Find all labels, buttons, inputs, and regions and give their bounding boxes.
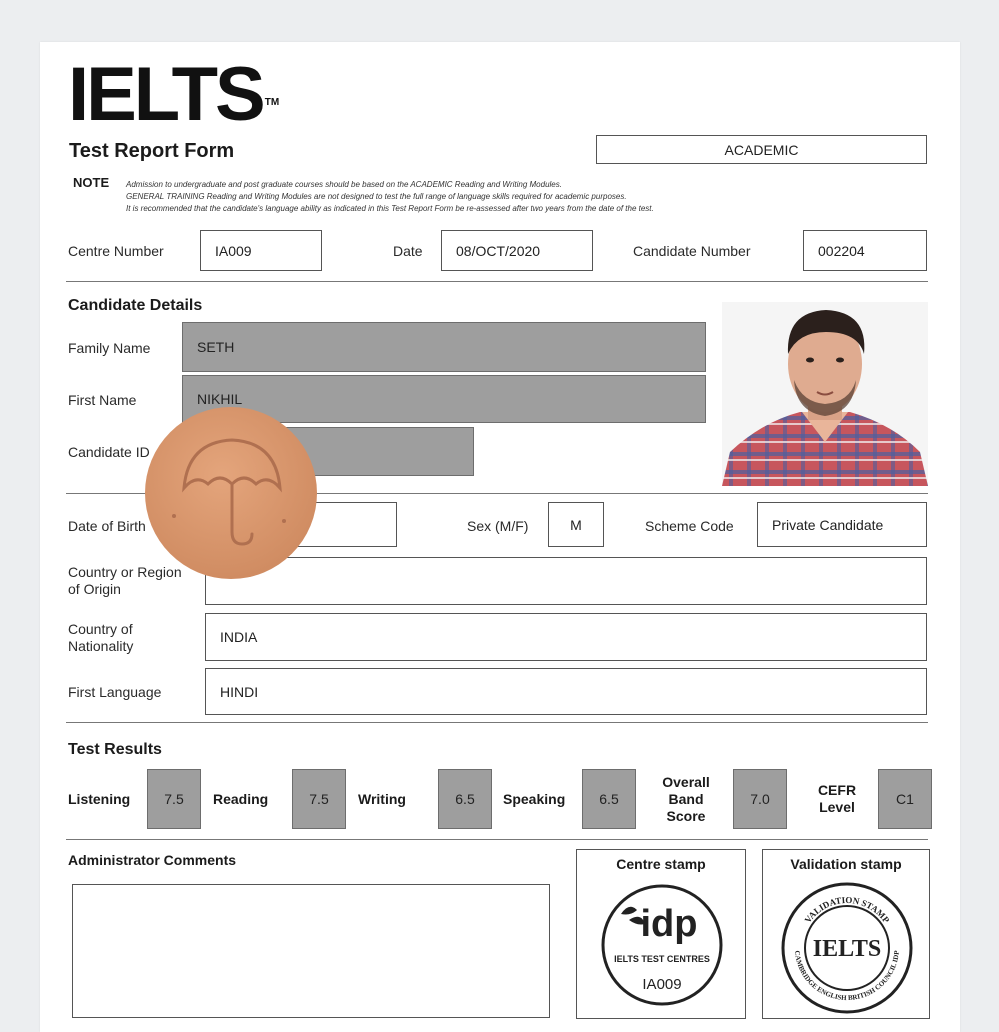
sex-label: Sex (M/F) xyxy=(467,518,529,534)
candidate-details-heading: Candidate Details xyxy=(68,297,203,314)
divider xyxy=(66,722,928,723)
validation-stamp-box xyxy=(762,849,930,1019)
candidate-number-field: 002204 xyxy=(803,230,927,271)
listening-score: 7.5 xyxy=(147,769,201,829)
note-line-1: Admission to undergraduate and post graduate courses should be based on the ACADEMIC Reading and Writing Modules. xyxy=(126,180,562,189)
administrator-comments-box xyxy=(72,884,550,1018)
idp-stamp xyxy=(599,882,725,1008)
nationality-field: INDIA xyxy=(205,613,927,661)
scheme-code-field: Private Candidate xyxy=(757,502,927,547)
ielts-logo: IELTS ™ xyxy=(68,52,280,137)
validation-stamp xyxy=(777,878,917,1018)
centre-number-label: Centre Number xyxy=(68,243,164,259)
candidate-number-label: Candidate Number xyxy=(633,243,751,259)
first-name-field: NIKHIL xyxy=(182,375,706,423)
writing-label: Writing xyxy=(358,791,406,807)
first-language-label: First Language xyxy=(68,684,162,700)
date-label: Date xyxy=(393,243,423,259)
validation-stamp-text: IELTS xyxy=(812,936,882,962)
idp-code-text: IA009 xyxy=(642,976,682,993)
validation-stamp-label: Validation stamp xyxy=(790,856,902,872)
scheme-code-label: Scheme Code xyxy=(645,518,734,534)
candidate-id-label: Candidate ID xyxy=(68,444,150,460)
family-name-label: Family Name xyxy=(68,340,151,356)
centre-stamp-box xyxy=(576,849,746,1019)
family-name-field: SETH xyxy=(182,322,706,372)
writing-score: 6.5 xyxy=(438,769,492,829)
module-box xyxy=(596,135,927,164)
reading-score: 7.5 xyxy=(292,769,346,829)
reading-label: Reading xyxy=(213,791,269,807)
first-language-field: HINDI xyxy=(205,668,927,715)
note-label: NOTE xyxy=(73,175,110,190)
divider xyxy=(66,839,928,840)
test-results-heading: Test Results xyxy=(68,741,162,758)
speaking-score: 6.5 xyxy=(582,769,636,829)
note-line-2: GENERAL TRAINING Reading and Writing Modules are not designed to test the full range of language skills required for academic purposes. xyxy=(126,192,627,201)
sex-value: M xyxy=(570,516,582,533)
module-value: ACADEMIC xyxy=(724,141,799,158)
dob-label: Date of Birth xyxy=(68,518,146,534)
sex-field xyxy=(548,502,604,547)
overall-band-label: Overall Band Score xyxy=(662,774,710,824)
listening-label: Listening xyxy=(68,791,131,807)
page-title: Test Report Form xyxy=(69,140,235,162)
candidate-photo xyxy=(722,302,928,486)
centre-number-field: IA009 xyxy=(200,230,322,271)
umbrella-sticker xyxy=(144,406,318,580)
first-name-label: First Name xyxy=(68,392,137,408)
country-region-label: Country or Region of Origin xyxy=(68,564,182,597)
validation-ring-top: VALIDATION STAMP xyxy=(802,894,892,925)
centre-stamp-label: Centre stamp xyxy=(616,856,706,872)
administrator-comments-label: Administrator Comments xyxy=(68,852,237,868)
note-line-3: It is recommended that the candidate's language ability as indicated in this Test Report Form be re-assessed after two years from the date of the test. xyxy=(126,204,654,213)
validation-ring-bottom: CAMBRIDGE ENGLISH BRITISH COUNCIL IDP xyxy=(793,950,901,1003)
cefr-level-score: C1 xyxy=(878,769,932,829)
idp-sub-text: IELTS TEST CENTRES xyxy=(614,954,710,964)
speaking-label: Speaking xyxy=(503,791,566,807)
cefr-level-label: CEFR Level xyxy=(817,782,857,815)
divider xyxy=(66,281,928,282)
nationality-label: Country of Nationality xyxy=(68,621,134,654)
idp-logo-text: idp xyxy=(640,903,698,945)
date-field: 08/OCT/2020 xyxy=(441,230,593,271)
overall-band-score: 7.0 xyxy=(733,769,787,829)
